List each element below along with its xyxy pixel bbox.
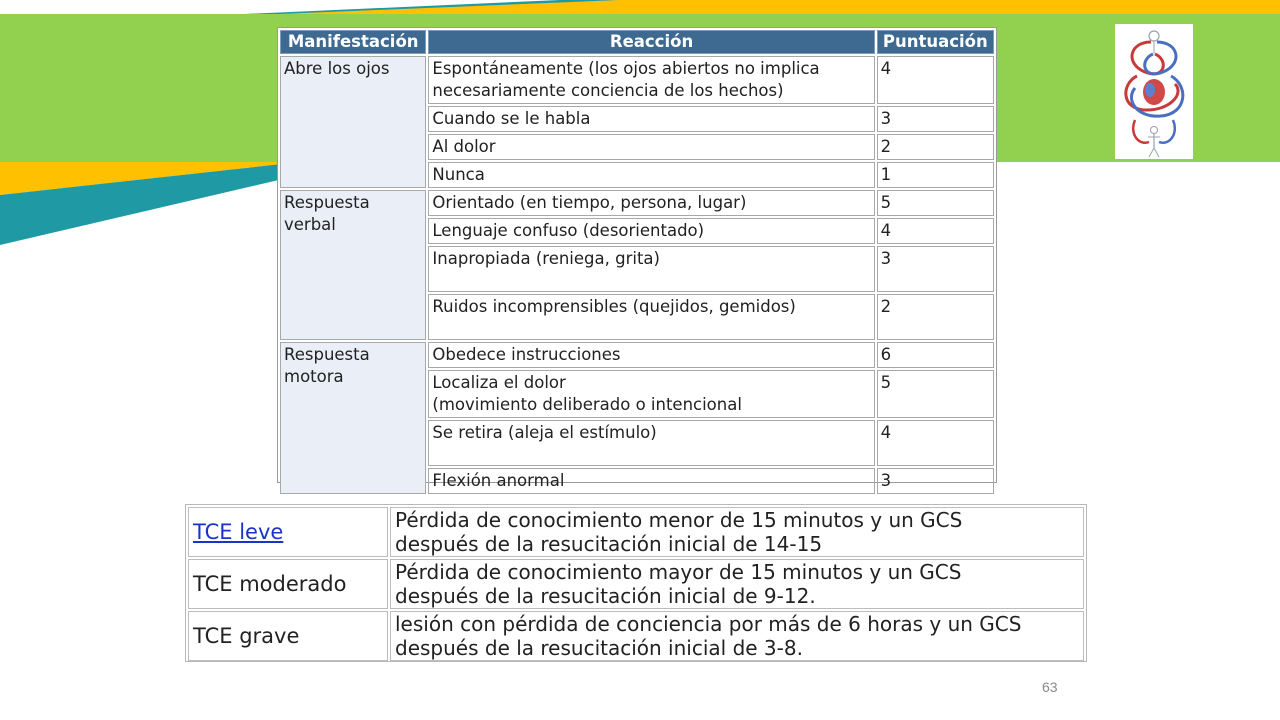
reaction-cell: Orientado (en tiempo, persona, lugar) xyxy=(428,190,874,216)
reaction-cell xyxy=(428,56,874,104)
reaction-cell: Obedece instrucciones xyxy=(428,342,874,368)
tce-classification-table xyxy=(185,504,1087,662)
tce-term-cell: TCE grave xyxy=(188,611,388,661)
tce-description-cell xyxy=(390,507,1084,557)
score-cell: 3 xyxy=(877,106,994,132)
score-cell: 3 xyxy=(877,468,994,494)
description-text: Pérdida de conocimiento mayor de 15 minutos y un GCS xyxy=(395,560,962,584)
reaction-cell xyxy=(428,370,874,418)
table-row xyxy=(280,56,994,104)
column-header-manifestacion: Manifestación xyxy=(280,30,426,54)
tce-leve-link[interactable]: TCE leve xyxy=(193,520,284,544)
reaction-cell: Se retira (aleja el estímulo) xyxy=(428,420,874,466)
table-row xyxy=(188,559,1084,609)
circulatory-system-image xyxy=(1115,24,1193,159)
page-number: 63 xyxy=(1042,679,1058,695)
score-cell: 2 xyxy=(877,294,994,340)
description-text: después de la resucitación inicial de 14-15 xyxy=(395,532,823,556)
reaction-cell: Ruidos incomprensibles (quejidos, gemidos) xyxy=(428,294,874,340)
reaction-text: Espontáneamente (los ojos abiertos no implica xyxy=(432,59,820,78)
tce-description-cell xyxy=(390,559,1084,609)
tce-description-cell xyxy=(390,611,1084,661)
table-header-row xyxy=(280,30,994,54)
glasgow-coma-scale-table xyxy=(277,27,997,490)
reaction-text: (movimiento deliberado o intencional xyxy=(432,395,742,414)
reaction-cell: Al dolor xyxy=(428,134,874,160)
category-label: Respuesta xyxy=(284,345,370,364)
score-cell: 3 xyxy=(877,246,994,292)
reaction-text: Localiza el dolor xyxy=(432,373,566,392)
category-label: motora xyxy=(284,367,344,386)
score-cell: 4 xyxy=(877,56,994,104)
category-label: Abre los ojos xyxy=(284,59,390,78)
description-text: lesión con pérdida de conciencia por más de 6 horas y un GCS xyxy=(395,612,1022,636)
table-row xyxy=(280,190,994,216)
description-text: después de la resucitación inicial de 3-8. xyxy=(395,636,803,660)
column-header-reaccion: Reacción xyxy=(428,30,874,54)
table-row xyxy=(188,611,1084,661)
category-cell-motor xyxy=(280,342,426,494)
tce-term-cell: TCE moderado xyxy=(188,559,388,609)
table-row xyxy=(188,507,1084,557)
category-cell-verbal xyxy=(280,190,426,340)
reaction-cell: Inapropiada (reniega, grita) xyxy=(428,246,874,292)
score-cell: 5 xyxy=(877,190,994,216)
description-text: después de la resucitación inicial de 9-12. xyxy=(395,584,816,608)
score-cell: 4 xyxy=(877,218,994,244)
description-text: Pérdida de conocimiento menor de 15 minutos y un GCS xyxy=(395,508,963,532)
column-header-puntuacion: Puntuación xyxy=(877,30,994,54)
score-cell: 1 xyxy=(877,162,994,188)
reaction-cell: Cuando se le habla xyxy=(428,106,874,132)
category-label: verbal xyxy=(284,215,336,234)
score-cell: 4 xyxy=(877,420,994,466)
category-cell-eyes xyxy=(280,56,426,188)
score-cell: 2 xyxy=(877,134,994,160)
score-cell: 6 xyxy=(877,342,994,368)
score-cell: 5 xyxy=(877,370,994,418)
reaction-cell: Nunca xyxy=(428,162,874,188)
category-label: Respuesta xyxy=(284,193,370,212)
tce-term-cell xyxy=(188,507,388,557)
reaction-text: necesariamente conciencia de los hechos) xyxy=(432,81,784,100)
reaction-cell: Flexión anormal xyxy=(428,468,874,494)
table-row xyxy=(280,342,994,368)
reaction-cell: Lenguaje confuso (desorientado) xyxy=(428,218,874,244)
